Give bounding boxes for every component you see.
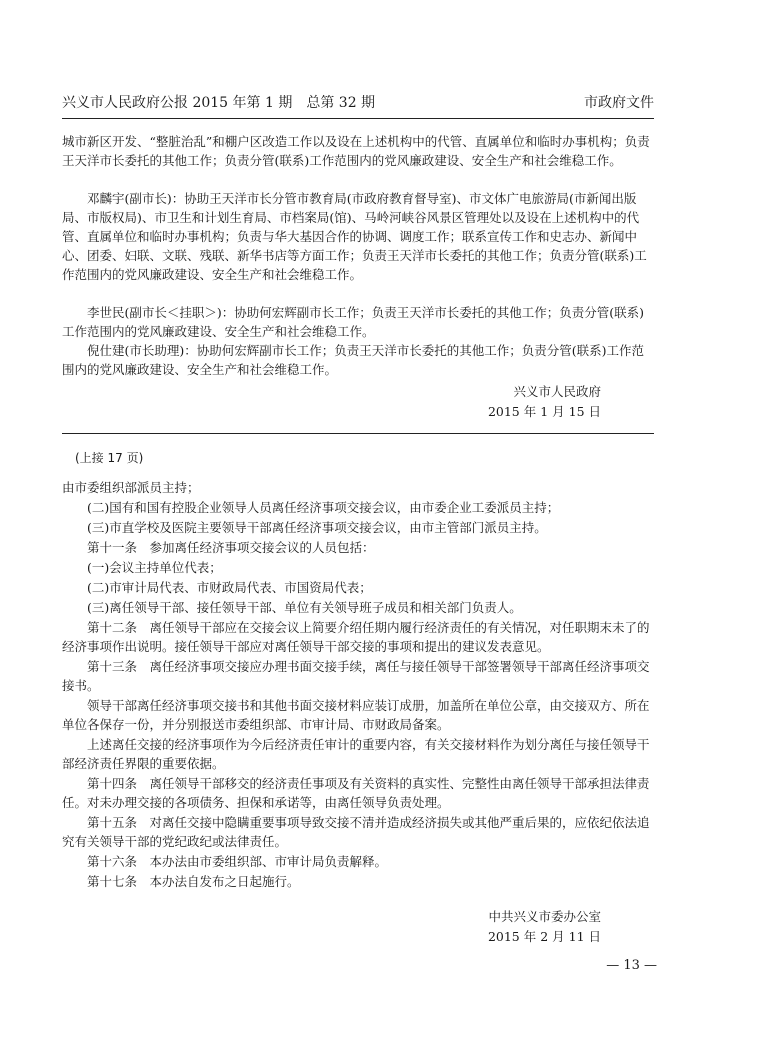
paragraph: 李世民(副市长＜挂职＞)：协助何宏辉副市长工作；负责王天洋市长委托的其他工作；负责分管(联系)工作范围内的党风廉政建设、安全生产和社会维稳工作。 xyxy=(62,305,645,339)
article: 第十一条 参加离任经济事项交接会议的人员包括： xyxy=(87,540,375,555)
header-section: 市政府文件 xyxy=(584,95,654,111)
paragraph: (三)市直学校及医院主要领导干部离任经济事项交接会议，由市主管部门派员主持。 xyxy=(87,520,547,535)
paragraph: 上述离任交接的经济事项作为今后经济责任审计的重要内容，有关交接材料作为划分离任与接任领导干部经济责任界限的重要依据。 xyxy=(62,737,650,771)
article: 第十三条 离任经济事项交接应办理书面交接手续，离任与接任领导干部签署领导干部离任经济事项交接书。 xyxy=(62,659,650,693)
paragraph: (一)会议主持单位代表； xyxy=(87,560,222,575)
paragraph: (二)国有和国有控股企业领导人员离任经济事项交接会议，由市委企业工委派员主持； xyxy=(87,500,560,515)
header-rule xyxy=(62,118,654,119)
continuation-label: (上接 17 页) xyxy=(75,451,144,465)
section-divider xyxy=(62,433,654,434)
paragraph: (二)市审计局代表、市财政局代表、市国资局代表； xyxy=(87,580,372,595)
page-number: — 13 — xyxy=(606,958,657,973)
article: 第十二条 离任领导干部应在交接会议上简要介绍任期内履行经济责任的有关情况，对任职期末未了的经济事项作出说明。接任领导干部应对离任领导干部交接的事项和提出的建议发表意见。 xyxy=(62,620,650,654)
paragraph: 城市新区开发、“整脏治乱”和棚户区改造工作以及设在上述机构中的代管、直属单位和临时办事机构；负责王天洋市长委托的其他工作；负责分管(联系)工作范围内的党风廉政建设、安全生产和社会维稳工作。 xyxy=(62,134,650,168)
page-header xyxy=(62,93,654,115)
article: 第十五条 对离任交接中隐瞒重要事项导致交接不清并造成经济损失或其他严重后果的，应依纪依法追究有关领导干部的党纪政纪或法律责任。 xyxy=(62,815,650,849)
header-publication: 兴义市人民政府公报 2015 年第 1 期 总第 32 期 xyxy=(62,95,376,111)
signature: 兴义市人民政府 xyxy=(513,384,601,399)
paragraph: 邓麟宇(副市长)：协助王天洋市长分管市教育局(市政府教育督导室)、市文体广电旅游局(市新闻出版局、市版权局)、市卫生和计划生育局、市档案局(馆)、马岭河峡谷风景区管理处以及设在上述机构中的代管、直属单位和临时办事机构；负责与华大基因合作的协调、调度工作；联系宣传工作和史志办、新闻中心、团委、妇联、文联、残联、新华书店等方面工作；负责王天洋市长委托的其他工作；负责分管(联系)工作范围内的党风廉政建设、安全生产和社会维稳工作。 xyxy=(62,191,647,282)
paragraph: 领导干部离任经济事项交接书和其他书面交接材料应装订成册，加盖所在单位公章，由交接双方、所在单位各保存一份，并分别报送市委组织部、市审计局、市财政局备案。 xyxy=(62,698,650,732)
paragraph: 由市委组织部派员主持； xyxy=(62,480,200,495)
article: 第十六条 本办法由市委组织部、市审计局负责解释。 xyxy=(87,854,388,869)
date: 2015 年 1 月 15 日 xyxy=(487,404,601,419)
paragraph: 倪仕建(市长助理)：协助何宏辉副市长工作；负责王天洋市长委托的其他工作；负责分管(联系)工作范围内的党风廉政建设、安全生产和社会维稳工作。 xyxy=(62,343,645,377)
paragraph: (三)离任领导干部、接任领导干部、单位有关领导班子成员和相关部门负责人。 xyxy=(87,600,522,615)
article: 第十四条 离任领导干部移交的经济责任事项及有关资料的真实性、完整性由离任领导干部承担法律责任。对未办理交接的各项债务、担保和承诺等，由离任领导负责处理。 xyxy=(62,776,650,810)
date: 2015 年 2 月 11 日 xyxy=(487,929,601,944)
article: 第十七条 本办法自发布之日起施行。 xyxy=(87,874,300,889)
signature: 中共兴义市委办公室 xyxy=(488,909,601,924)
